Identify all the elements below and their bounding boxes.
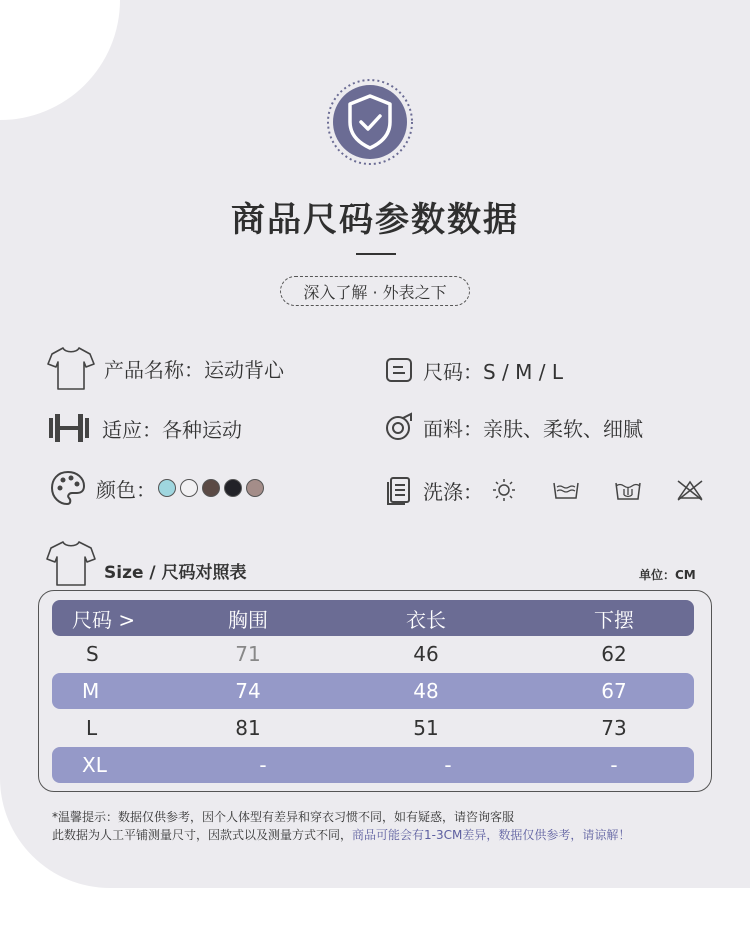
attr-product-name	[46, 344, 284, 392]
header-length: 衣长	[406, 607, 446, 632]
cell-length: -	[444, 753, 452, 777]
cell-size: M	[82, 679, 100, 703]
cell-length: 46	[413, 642, 439, 666]
cell-hem: 62	[601, 642, 627, 666]
sun-dry-icon	[489, 477, 519, 503]
cell-hem: -	[610, 753, 618, 777]
note-line-1: *温馨提示：数据仅供参考，因个人体型有差异和穿衣习惯不同，如有疑惑，请咨询客服	[52, 810, 515, 824]
attr-colors	[48, 468, 264, 508]
color-swatch-3[interactable]	[202, 479, 220, 497]
cell-hem: 67	[601, 679, 627, 703]
use-text: 适应：各种运动	[102, 417, 242, 442]
attr-use	[44, 404, 242, 452]
machine-wash-icon	[613, 477, 643, 503]
disclaimer-notes	[52, 808, 630, 844]
shield-badge-icon	[326, 78, 414, 166]
header-size: 尺码 >	[72, 607, 136, 632]
table-row	[52, 636, 694, 672]
cell-length: 51	[413, 716, 439, 740]
no-bleach-icon	[675, 477, 705, 503]
header-chest: 胸围	[228, 607, 268, 632]
cell-chest: -	[259, 753, 267, 777]
color-swatch-4[interactable]	[224, 479, 242, 497]
wash-label: 洗涤：	[423, 479, 483, 504]
note-line-2-prefix: 此数据为人工平铺测量尺寸，因款式以及测量方式不同，	[52, 828, 353, 842]
title-divider	[356, 253, 396, 255]
care-label-icon	[383, 474, 415, 506]
table-row	[52, 673, 694, 709]
cell-hem: 73	[601, 716, 627, 740]
unit-note: 单位：CM	[639, 568, 696, 582]
color-swatches	[158, 479, 264, 497]
color-label: 颜色：	[96, 477, 156, 502]
wash-icons	[489, 477, 705, 503]
cell-size: L	[86, 716, 98, 740]
size-chart-heading	[44, 538, 247, 588]
attr-wash	[383, 474, 705, 506]
header-hem: 下摆	[594, 607, 634, 632]
page-title: 商品尺码参数数据	[231, 200, 519, 240]
cell-size: XL	[82, 753, 107, 777]
note-line-2-highlight: 商品可能会有1-3CM差异，数据仅供参考，请谅解！	[352, 828, 631, 842]
table-row	[52, 747, 694, 783]
color-swatch-5[interactable]	[246, 479, 264, 497]
color-swatch-1[interactable]	[158, 479, 176, 497]
tshirt-small-icon	[44, 538, 100, 588]
size-text: 尺码：S / M / L	[423, 359, 563, 384]
note-line-2	[52, 826, 630, 844]
product-name-text: 产品名称：运动背心	[104, 357, 284, 382]
cell-size: S	[86, 642, 99, 666]
size-chart-title: Size / 尺码对照表	[104, 562, 247, 583]
table-row	[52, 710, 694, 746]
tshirt-icon	[46, 344, 96, 392]
cell-chest: 81	[235, 716, 261, 740]
attr-size	[383, 354, 563, 386]
subtitle-badge: 深入了解 · 外表之下	[280, 276, 470, 306]
attr-fabric	[383, 411, 643, 443]
hand-wash-icon	[551, 477, 581, 503]
color-swatch-2[interactable]	[180, 479, 198, 497]
cell-chest: 74	[235, 679, 261, 703]
cell-length: 48	[413, 679, 439, 703]
palette-icon	[48, 468, 88, 508]
table-header-row	[52, 600, 694, 636]
size-label-icon	[383, 354, 415, 386]
fabric-text: 面料：亲肤、柔软、细腻	[423, 416, 643, 441]
dumbbell-icon	[44, 404, 94, 452]
yarn-icon	[383, 411, 415, 443]
cell-chest: 71	[235, 642, 261, 666]
